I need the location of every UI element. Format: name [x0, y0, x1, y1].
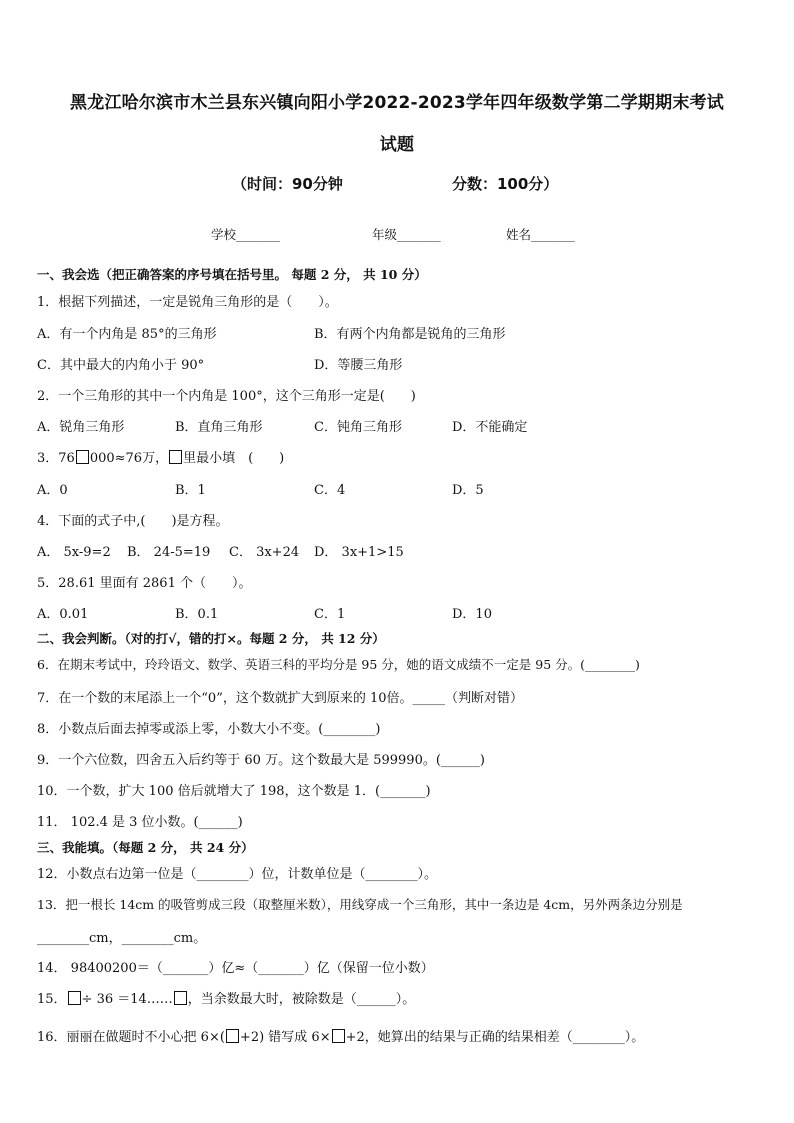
q16-text-pre: 16．丽丽在做题时不小心把 6×(	[37, 1030, 225, 1045]
grade-field: 年级_______	[372, 227, 441, 242]
q4-option-a: A． 5x-9=2	[37, 545, 111, 560]
q16-text-mid: +2) 错写成 6×	[239, 1030, 331, 1045]
q4-option-b: B． 24-5=19	[127, 545, 211, 560]
school-field: 学校_______	[211, 227, 280, 242]
blank-box	[76, 450, 89, 464]
q2-option-a: A．锐角三角形	[37, 420, 125, 435]
question-3	[37, 447, 284, 466]
question-13-line2: ________cm，________cm。	[37, 931, 207, 946]
section2-heading: 二、我会判断。（对的打√，错的打×。每题 2 分， 共 12 分）	[37, 631, 385, 646]
q1-option-c: C．其中最大的内角小于 90°	[37, 358, 205, 373]
blank-box	[226, 1029, 239, 1043]
q3-option-c: C．4	[314, 483, 346, 498]
q5-option-b: B．0.1	[175, 607, 219, 622]
q2-option-c: C．钝角三角形	[314, 420, 402, 435]
section3-heading: 三、我能填。（每题 2 分， 共 24 分）	[37, 840, 254, 855]
question-15	[37, 988, 415, 1007]
blank-box	[169, 450, 182, 464]
question-10: 10．一个数，扩大 100 倍后就增大了 198，这个数是 1．(_______)	[37, 784, 431, 799]
q5-option-a: A．0.01	[37, 607, 89, 622]
q2-option-d: D．不能确定	[452, 420, 528, 435]
question-12: 12．小数点右边第一位是（________）位，计数单位是（________）。	[37, 867, 438, 882]
q2-option-b: B．直角三角形	[175, 420, 263, 435]
q15-text-pre: 15．	[37, 992, 67, 1007]
q3-option-a: A．0	[37, 483, 68, 498]
q5-option-d: D．10	[452, 607, 492, 622]
q16-text-post: +2，她算出的结果与正确的结果相差（________）。	[345, 1030, 645, 1045]
q4-option-d: D． 3x+1>15	[314, 545, 404, 560]
q3-option-b: B．1	[175, 483, 206, 498]
exam-title-line1: 黑龙江哈尔滨市木兰县东兴镇向阳小学2022-2023学年四年级数学第二学期期末考试	[70, 93, 724, 113]
question-11: 11． 102.4 是 3 位小数。(______)	[37, 815, 243, 830]
question-1: 1．根据下列描述，一定是锐角三角形的是（ ）。	[37, 295, 338, 310]
q3-text-mid: 000≈76万，	[89, 451, 169, 466]
q1-option-d: D．等腰三角形	[314, 358, 403, 373]
question-9: 9．一个六位数，四舍五入后约等于 60 万。这个数最大是 599990。(______)	[37, 753, 485, 768]
q3-option-d: D．5	[452, 483, 484, 498]
exam-title-line2: 试题	[379, 135, 415, 155]
question-16	[37, 1026, 644, 1045]
question-2: 2．一个三角形的其中一个内角是 100°，这个三角形一定是( )	[37, 389, 416, 404]
question-6: 6．在期末考试中，玲玲语文、数学、英语三科的平均分是 95 分，她的语文成绩不一定是 95 分。(________)	[37, 657, 640, 672]
question-8: 8．小数点后面去掉零或添上零，小数大小不变。(________)	[37, 722, 381, 737]
question-14: 14． 98400200＝（_______）亿≈（_______）亿（保留一位小数）	[37, 961, 434, 976]
q4-option-c: C． 3x+24	[229, 545, 300, 560]
question-4: 4．下面的式子中,( )是方程。	[37, 514, 229, 529]
question-7: 7．在一个数的末尾添上一个“0”，这个数就扩大到原来的 10倍。_____（判断对错）	[37, 691, 524, 706]
q15-text-post: ，当余数最大时，被除数是（______）。	[187, 992, 416, 1007]
blank-box	[332, 1029, 345, 1043]
q3-text-post: 里最小填 ( )	[183, 451, 285, 466]
q15-text-mid: ÷ 36 ＝14……	[81, 992, 173, 1007]
exam-time: （时间：90分钟	[232, 175, 343, 193]
blank-box	[68, 991, 81, 1005]
q1-option-b: B．有两个内角都是锐角的三角形	[314, 327, 506, 342]
q5-option-c: C．1	[314, 607, 346, 622]
question-5: 5．28.61 里面有 2861 个（ ）。	[37, 576, 252, 591]
q1-option-a: A．有一个内角是 85°的三角形	[37, 327, 217, 342]
q3-text-pre: 3．76	[37, 451, 75, 466]
section1-heading: 一、我会选（把正确答案的序号填在括号里。 每题 2 分， 共 10 分）	[37, 267, 427, 282]
exam-score: 分数：100分）	[452, 175, 559, 193]
name-field: 姓名_______	[506, 227, 575, 242]
blank-box	[174, 991, 187, 1005]
question-13-line1: 13．把一根长 14cm 的吸管剪成三段（取整厘米数），用线穿成一个三角形，其中一条边是 4cm，另外两条边分别是	[37, 897, 683, 912]
